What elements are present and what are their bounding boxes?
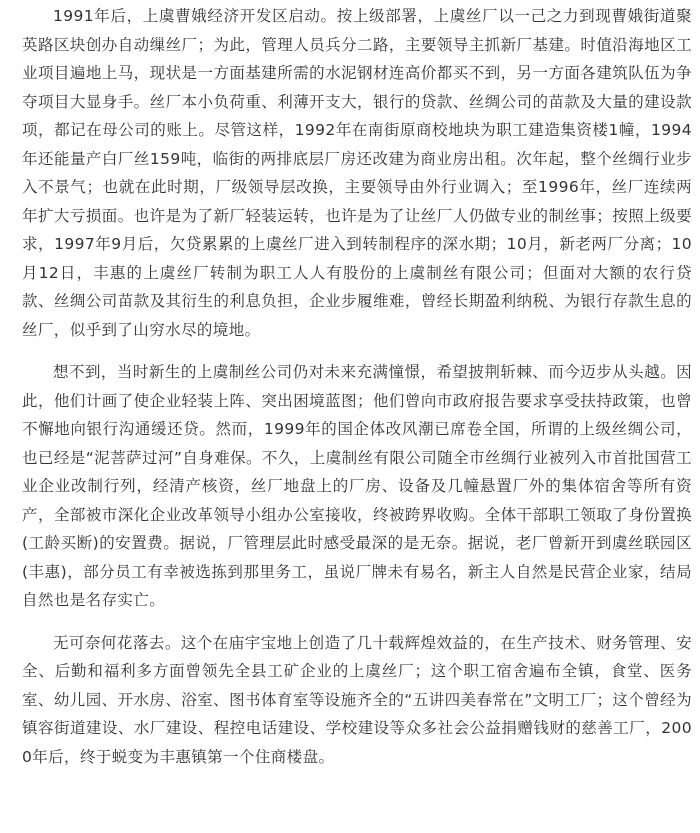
paragraph-3: 无可奈何花落去。这个在庙宇宝地上创造了几十载辉煌效益的，在生产技术、财务管理、安全、后勤和福利多方面曾领先全县工矿企业的上虞丝厂；这个职工宿舍遍布全镇，食堂、医务室、幼儿园、开水房、浴室、图书体育室等设施齐全的“五讲四美春常在”文明工厂；这个曾经为镇容街道建设、水厂建设、程控电话建设、学校建设等众多社会公益捐赠钱财的慈善工厂，2000年后，终于蜕变为丰惠镇第一个住商楼盘。 xyxy=(22,633,692,766)
paragraph-2: 想不到，当时新生的上虞制丝公司仍对未来充满憧憬，希望披荆斩棘、而今迈步从头越。因此，他们计画了使企业轻装上阵、突出困境蓝图；他们曾向市政府报告要求享受扶持政策，也曾不懈地向银行沟通缓还贷。然而，1999年的国企体改风潮已席卷全国，所谓的上级丝绸公司，也已经是“泥菩萨过河”自身难保。不久，上虞制丝有限公司随全市丝绸行业被列入市首批国营工业企业改制行列，经清产核资，丝厂地盘上的厂房、设备及几幢悬置厂外的集体宿舍等所有资产，全部被市深化企业改革领导小组办公室接收，终被跨界收购。全体干部职工领取了身份置换(工龄买断)的安置费。据说，厂管理层此时感受最深的是无奈。据说，老厂曾新开到虞丝联园区(丰惠)，部分员工有幸被选拣到那里务工，虽说厂牌未有易名，新主人自然是民营企业家，结局自然也是名存实亡。 xyxy=(22,363,692,609)
paragraph-1: 1991年后，上虞曹娥经济开发区启动。按上级部署，上虞丝厂以一己之力到现曹娥街道聚英路区块创办自动缫丝厂；为此，管理人员兵分二路，主要领导主抓新厂基建。时值沿海地区工业项目遍地上马，现状是一方面基建所需的水泥钢材连高价都买不到，另一方面各建筑队伍为争夺项目大显身手。丝厂本小负荷重、利薄开支大，银行的贷款、丝绸公司的苗款及大量的建设款项，都记在母公司的账上。尽管这样，1992年在南街原商校地块为职工建造集资楼1幢，1994年还能量产白厂丝159吨，临街的两排底层厂房还改建为商业房出租。次年起，整个丝绸行业步入不景气；也就在此时期，厂级领导层改换，主要领导由外行业调入；至1996年，丝厂连续两年扩大亏损面。也许是为了新厂轻装运转，也许是为了让丝厂人仍做专业的制丝事；按照上级要求，1997年9月后，欠贷累累的上虞丝厂进入到转制程序的深水期；10月，新老两厂分离；10月12日，丰惠的上虞丝厂转制为职工人人有股份的上虞制丝有限公司；但面对大额的农行贷款、丝绸公司苗款及其衍生的利息负担，企业步履维难，曾经长期盈利纳税、为银行存款生息的丝厂，似乎到了山穷水尽的境地。 xyxy=(22,7,692,339)
